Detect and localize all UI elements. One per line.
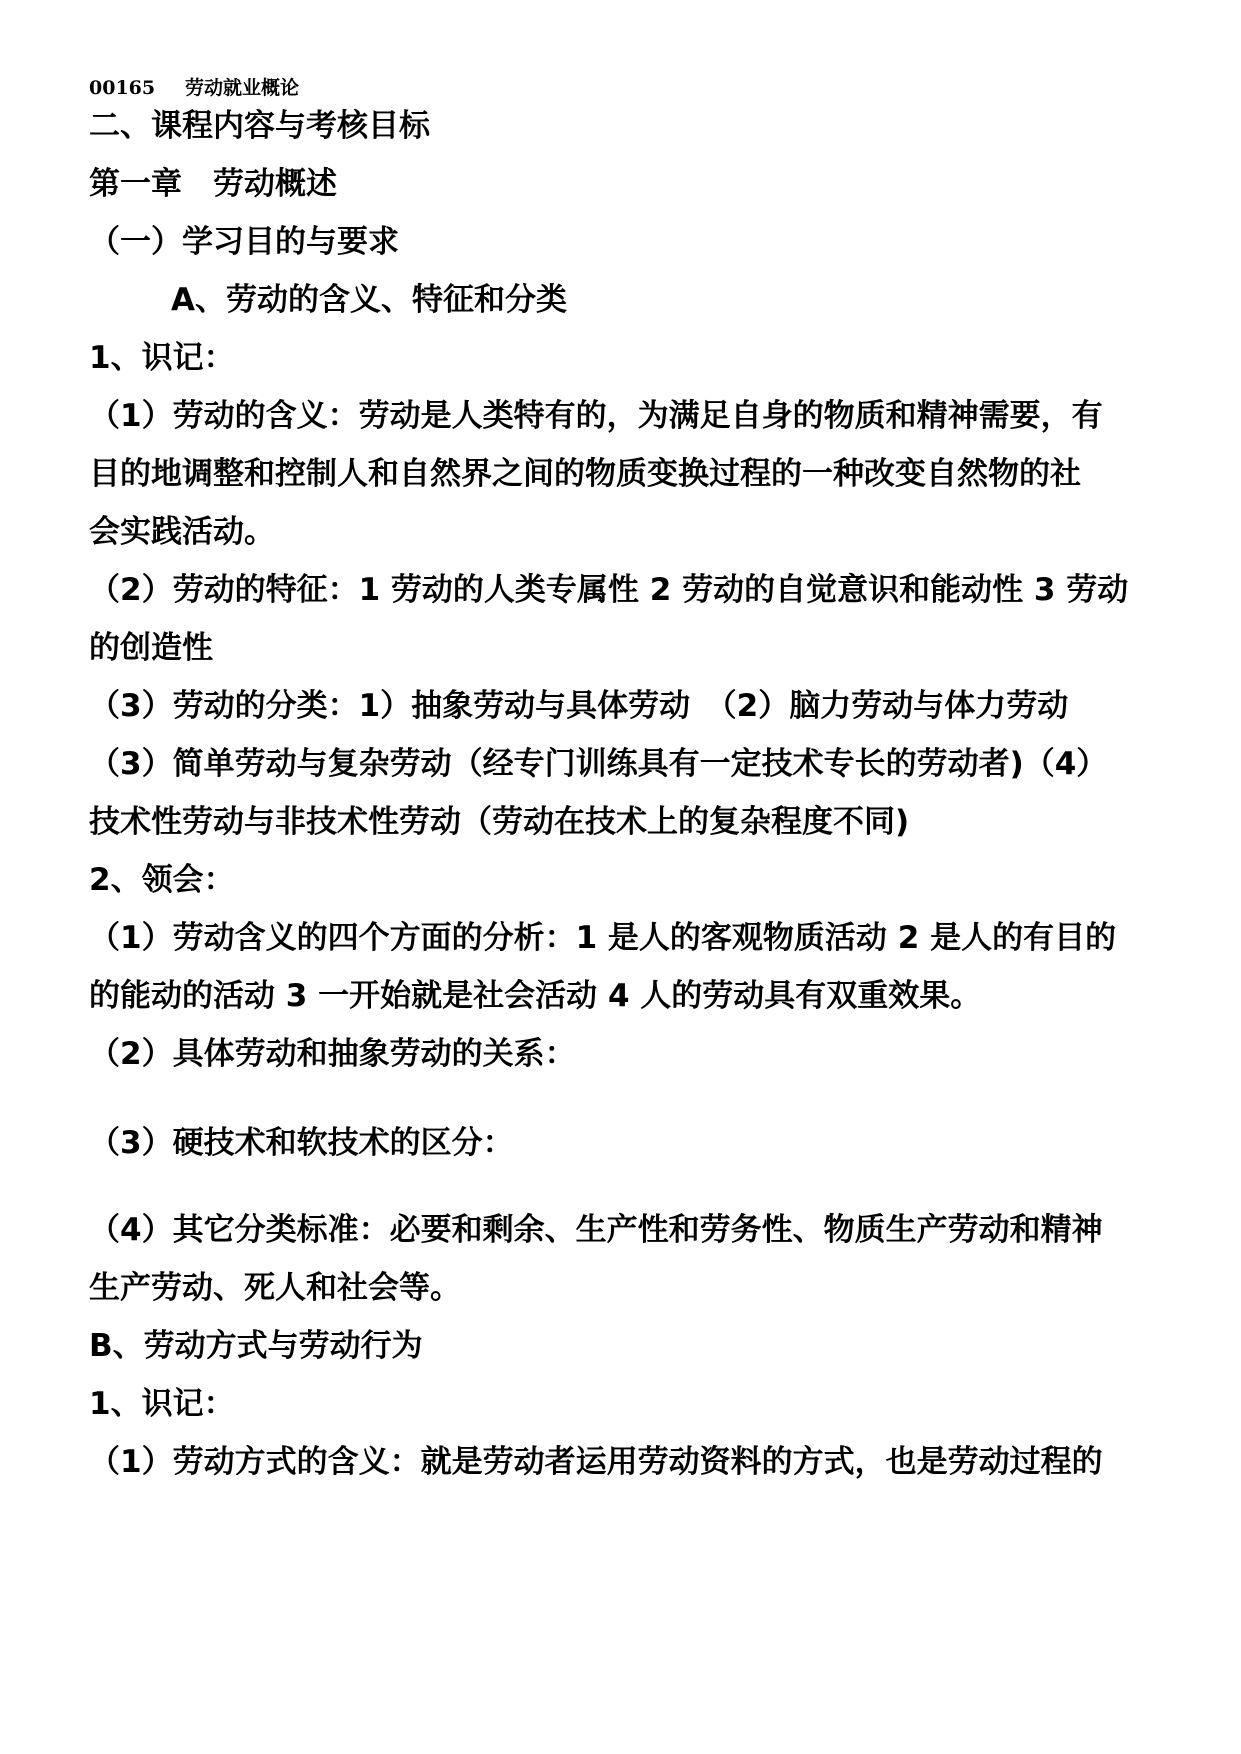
paragraph-line: （1）劳动含义的四个方面的分析：1 是人的客观物质活动 2 是人的有目的 <box>89 920 1117 956</box>
paragraph-line: 技术性劳动与非技术性劳动（劳动在技术上的复杂程度不同) <box>89 804 910 840</box>
paragraph-line: （2）劳动的特征：1 劳动的人类专属性 2 劳动的自觉意识和能动性 3 劳动 <box>89 572 1129 608</box>
paragraph-line: （3）简单劳动与复杂劳动（经专门训练具有一定技术专长的劳动者)（4） <box>89 746 1108 782</box>
paragraph-line: 的创造性 <box>89 630 213 666</box>
paragraph-line: （4）其它分类标准：必要和剩余、生产性和劳务性、物质生产劳动和精神 <box>89 1212 1103 1248</box>
paragraph-line: 会实践活动。 <box>89 514 275 550</box>
part-b-heading: B、劳动方式与劳动行为 <box>89 1328 423 1364</box>
paragraph-line: 目的地调整和控制人和自然界之间的物质变换过程的一种改变自然物的社 <box>89 456 1081 492</box>
paragraph-line: （3）劳动的分类：1）抽象劳动与具体劳动 （2）脑力劳动与体力劳动 <box>89 688 1069 724</box>
paragraph-line: （2）具体劳动和抽象劳动的关系： <box>89 1036 576 1072</box>
chapter-title: 第一章 劳动概述 <box>89 166 337 202</box>
paragraph-line: 生产劳动、死人和社会等。 <box>89 1270 461 1306</box>
b-recall-heading: 1、识记： <box>89 1386 235 1422</box>
section-title: 二、课程内容与考核目标 <box>89 108 430 144</box>
subsection-heading: （一）学习目的与要求 <box>89 224 399 260</box>
paragraph-line: 的能动的活动 3 一开始就是社会活动 4 人的劳动具有双重效果。 <box>89 978 982 1014</box>
paragraph-line: （3）硬技术和软技术的区分： <box>89 1125 514 1161</box>
course-name: 劳动就业概论 <box>185 77 300 99</box>
page-header <box>89 73 299 100</box>
a-comprehend-heading: 2、领会： <box>89 862 235 898</box>
a-recall-heading: 1、识记： <box>89 340 235 376</box>
paragraph-line: （1）劳动的含义：劳动是人类特有的，为满足自身的物质和精神需要，有 <box>89 398 1103 434</box>
course-code: 00165 <box>89 77 156 99</box>
part-a-heading: A、劳动的含义、特征和分类 <box>171 282 567 318</box>
paragraph-line: （1）劳动方式的含义：就是劳动者运用劳动资料的方式，也是劳动过程的 <box>89 1444 1103 1480</box>
